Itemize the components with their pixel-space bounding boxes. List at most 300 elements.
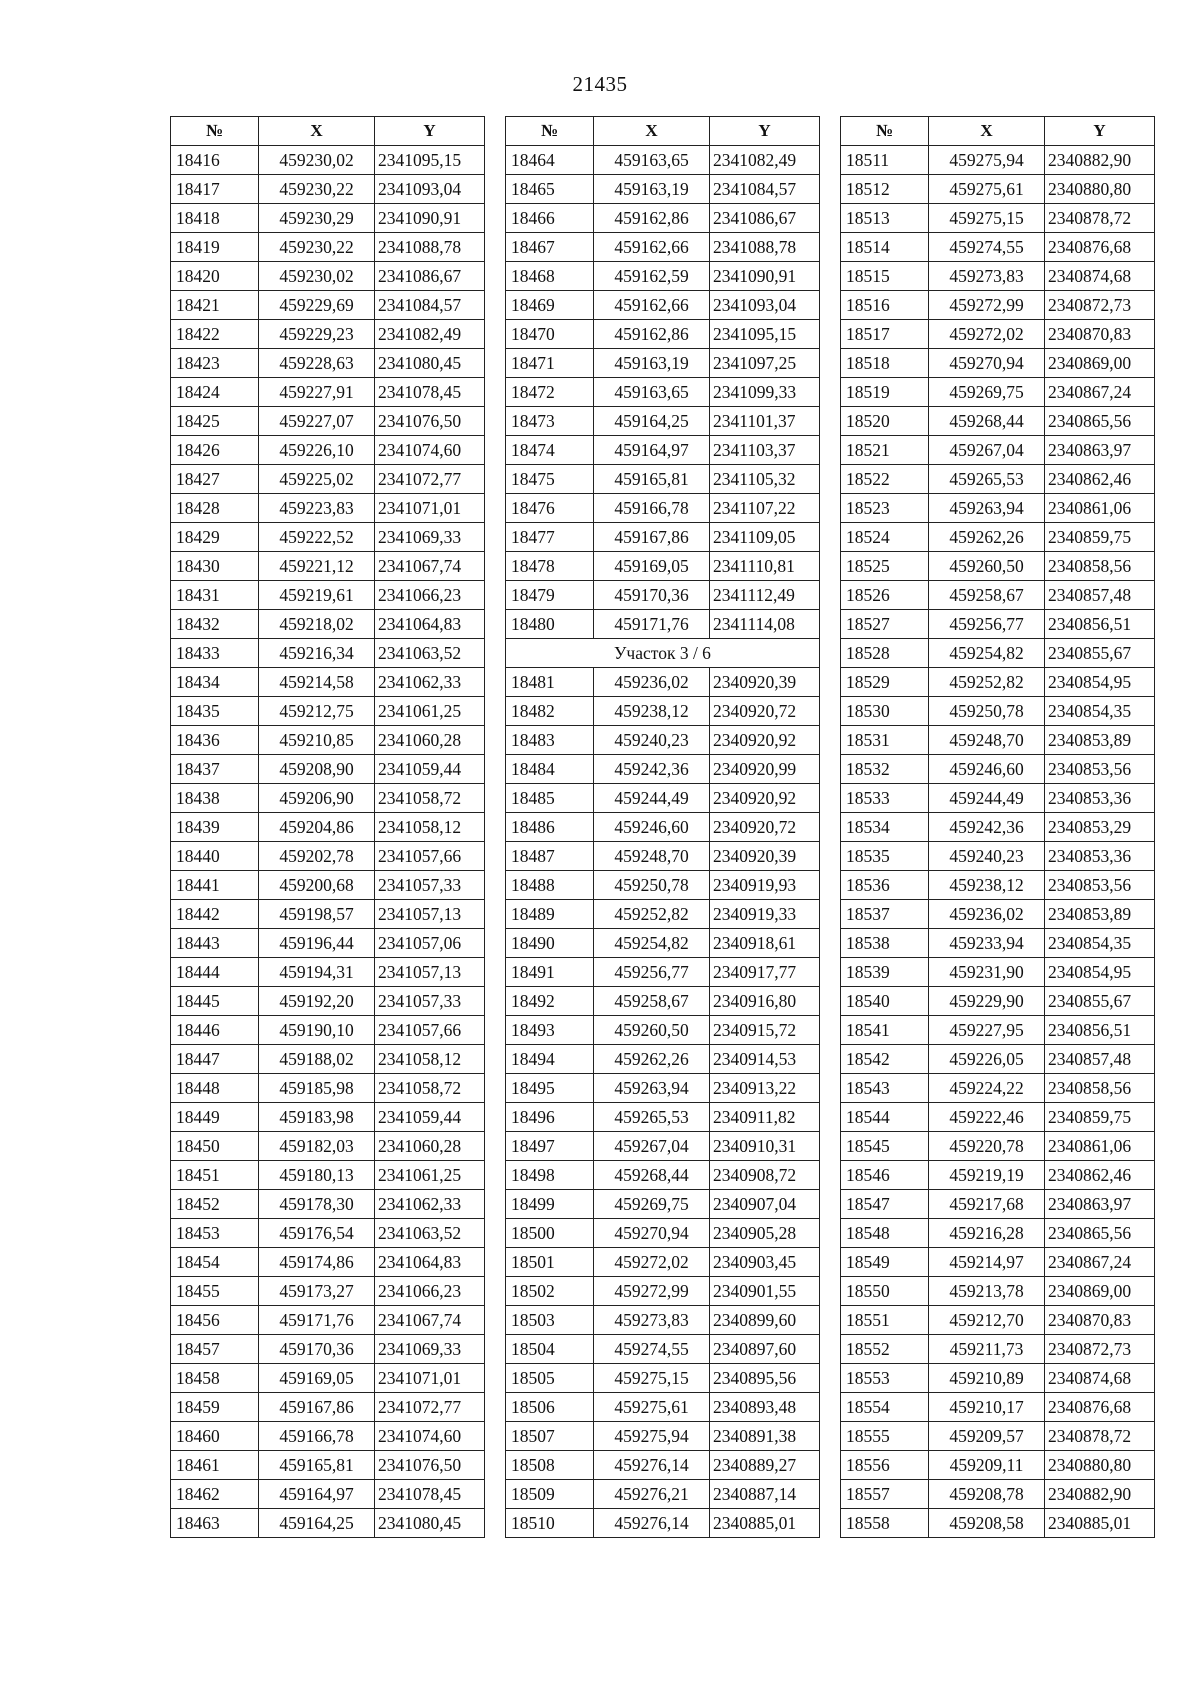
table-row <box>841 581 1155 610</box>
x-coordinate-cell: 459258,67 <box>594 987 710 1016</box>
table-row <box>506 552 820 581</box>
y-coordinate-cell: 2340903,45 <box>710 1248 820 1277</box>
table-row <box>506 1393 820 1422</box>
y-coordinate-cell: 2340887,14 <box>710 1480 820 1509</box>
x-coordinate-cell: 459229,69 <box>259 291 375 320</box>
x-coordinate-cell: 459206,90 <box>259 784 375 813</box>
y-coordinate-cell: 2340908,72 <box>710 1161 820 1190</box>
point-number-cell: 18457 <box>171 1335 259 1364</box>
table-row <box>841 1161 1155 1190</box>
table-row <box>171 1016 485 1045</box>
table-row <box>506 900 820 929</box>
x-coordinate-cell: 459223,83 <box>259 494 375 523</box>
x-coordinate-cell: 459188,02 <box>259 1045 375 1074</box>
point-number-cell: 18535 <box>841 842 929 871</box>
point-number-cell: 18553 <box>841 1364 929 1393</box>
table-row <box>506 871 820 900</box>
point-number-cell: 18532 <box>841 755 929 784</box>
y-coordinate-cell: 2341058,12 <box>375 813 485 842</box>
x-coordinate-cell: 459262,26 <box>594 1045 710 1074</box>
table-row <box>841 1016 1155 1045</box>
table-row <box>506 1248 820 1277</box>
x-coordinate-cell: 459246,60 <box>594 813 710 842</box>
table-row <box>841 378 1155 407</box>
table-row <box>506 1016 820 1045</box>
point-number-cell: 18424 <box>171 378 259 407</box>
y-coordinate-cell: 2340885,01 <box>710 1509 820 1538</box>
point-number-cell: 18445 <box>171 987 259 1016</box>
point-number-cell: 18544 <box>841 1103 929 1132</box>
x-coordinate-cell: 459267,04 <box>594 1132 710 1161</box>
x-coordinate-cell: 459163,65 <box>594 146 710 175</box>
x-coordinate-cell: 459260,50 <box>594 1016 710 1045</box>
x-coordinate-cell: 459170,36 <box>259 1335 375 1364</box>
y-coordinate-cell: 2340862,46 <box>1045 465 1155 494</box>
y-coordinate-cell: 2341078,45 <box>375 1480 485 1509</box>
table-row <box>506 494 820 523</box>
point-number-cell: 18418 <box>171 204 259 233</box>
x-coordinate-cell: 459208,58 <box>929 1509 1045 1538</box>
y-coordinate-cell: 2341057,66 <box>375 1016 485 1045</box>
x-coordinate-cell: 459270,94 <box>594 1219 710 1248</box>
y-coordinate-cell: 2340880,80 <box>1045 1451 1155 1480</box>
point-number-cell: 18513 <box>841 204 929 233</box>
point-number-cell: 18431 <box>171 581 259 610</box>
point-number-cell: 18512 <box>841 175 929 204</box>
point-number-cell: 18438 <box>171 784 259 813</box>
y-coordinate-cell: 2341074,60 <box>375 436 485 465</box>
point-number-cell: 18489 <box>506 900 594 929</box>
point-number-cell: 18462 <box>171 1480 259 1509</box>
y-coordinate-cell: 2341058,72 <box>375 1074 485 1103</box>
x-coordinate-cell: 459164,97 <box>594 436 710 465</box>
x-coordinate-cell: 459170,36 <box>594 581 710 610</box>
table-row <box>171 233 485 262</box>
y-coordinate-cell: 2341112,49 <box>710 581 820 610</box>
y-coordinate-cell: 2341088,78 <box>710 233 820 262</box>
point-number-cell: 18474 <box>506 436 594 465</box>
x-coordinate-cell: 459183,98 <box>259 1103 375 1132</box>
y-coordinate-cell: 2341067,74 <box>375 552 485 581</box>
point-number-cell: 18417 <box>171 175 259 204</box>
y-coordinate-cell: 2340858,56 <box>1045 1074 1155 1103</box>
y-coordinate-cell: 2341105,32 <box>710 465 820 494</box>
table-row <box>506 1103 820 1132</box>
table-row <box>171 697 485 726</box>
x-coordinate-cell: 459167,86 <box>594 523 710 552</box>
table-row <box>841 813 1155 842</box>
table-row <box>171 581 485 610</box>
x-coordinate-cell: 459208,78 <box>929 1480 1045 1509</box>
y-coordinate-cell: 2340859,75 <box>1045 1103 1155 1132</box>
y-coordinate-cell: 2341074,60 <box>375 1422 485 1451</box>
x-coordinate-cell: 459265,53 <box>594 1103 710 1132</box>
table-row <box>506 755 820 784</box>
x-coordinate-cell: 459250,78 <box>594 871 710 900</box>
y-coordinate-cell: 2340878,72 <box>1045 204 1155 233</box>
y-coordinate-cell: 2340897,60 <box>710 1335 820 1364</box>
x-coordinate-cell: 459269,75 <box>594 1190 710 1219</box>
y-coordinate-cell: 2340856,51 <box>1045 610 1155 639</box>
point-number-cell: 18421 <box>171 291 259 320</box>
x-coordinate-cell: 459272,99 <box>929 291 1045 320</box>
table-row <box>171 726 485 755</box>
point-number-cell: 18420 <box>171 262 259 291</box>
x-coordinate-cell: 459272,02 <box>594 1248 710 1277</box>
table-row <box>506 842 820 871</box>
x-coordinate-cell: 459209,11 <box>929 1451 1045 1480</box>
y-coordinate-cell: 2340918,61 <box>710 929 820 958</box>
x-coordinate-cell: 459272,99 <box>594 1277 710 1306</box>
point-number-cell: 18441 <box>171 871 259 900</box>
y-coordinate-cell: 2340853,89 <box>1045 726 1155 755</box>
table-row <box>171 1277 485 1306</box>
x-coordinate-cell: 459196,44 <box>259 929 375 958</box>
y-coordinate-cell: 2340863,97 <box>1045 436 1155 465</box>
point-number-cell: 18476 <box>506 494 594 523</box>
y-coordinate-cell: 2340920,72 <box>710 697 820 726</box>
point-number-cell: 18428 <box>171 494 259 523</box>
y-coordinate-cell: 2341086,67 <box>710 204 820 233</box>
point-number-cell: 18466 <box>506 204 594 233</box>
point-number-cell: 18506 <box>506 1393 594 1422</box>
point-number-cell: 18551 <box>841 1306 929 1335</box>
y-coordinate-cell: 2341078,45 <box>375 378 485 407</box>
y-coordinate-cell: 2340863,97 <box>1045 1190 1155 1219</box>
point-number-cell: 18504 <box>506 1335 594 1364</box>
point-number-cell: 18478 <box>506 552 594 581</box>
table-row <box>841 1219 1155 1248</box>
y-coordinate-cell: 2341057,66 <box>375 842 485 871</box>
x-coordinate-cell: 459162,86 <box>594 320 710 349</box>
point-number-cell: 18477 <box>506 523 594 552</box>
point-number-cell: 18517 <box>841 320 929 349</box>
x-coordinate-cell: 459178,30 <box>259 1190 375 1219</box>
x-coordinate-cell: 459230,22 <box>259 233 375 262</box>
y-coordinate-cell: 2340870,83 <box>1045 1306 1155 1335</box>
x-coordinate-cell: 459262,26 <box>929 523 1045 552</box>
table-row <box>506 1335 820 1364</box>
point-number-cell: 18461 <box>171 1451 259 1480</box>
y-coordinate-cell: 2341082,49 <box>710 146 820 175</box>
point-number-cell: 18425 <box>171 407 259 436</box>
point-number-cell: 18524 <box>841 523 929 552</box>
table-row <box>171 1364 485 1393</box>
y-coordinate-cell: 2340891,38 <box>710 1422 820 1451</box>
x-coordinate-cell: 459166,78 <box>594 494 710 523</box>
x-coordinate-cell: 459227,07 <box>259 407 375 436</box>
table-row <box>171 523 485 552</box>
x-coordinate-cell: 459162,66 <box>594 291 710 320</box>
point-number-cell: 18432 <box>171 610 259 639</box>
x-coordinate-cell: 459233,94 <box>929 929 1045 958</box>
point-number-cell: 18486 <box>506 813 594 842</box>
point-number-cell: 18453 <box>171 1219 259 1248</box>
x-coordinate-cell: 459260,50 <box>929 552 1045 581</box>
y-coordinate-cell: 2341057,13 <box>375 900 485 929</box>
header-x: X <box>929 117 1045 146</box>
point-number-cell: 18552 <box>841 1335 929 1364</box>
x-coordinate-cell: 459169,05 <box>259 1364 375 1393</box>
header-x: X <box>259 117 375 146</box>
y-coordinate-cell: 2341095,15 <box>375 146 485 175</box>
y-coordinate-cell: 2340854,35 <box>1045 697 1155 726</box>
table-row <box>841 146 1155 175</box>
point-number-cell: 18446 <box>171 1016 259 1045</box>
y-coordinate-cell: 2341080,45 <box>375 349 485 378</box>
point-number-cell: 18447 <box>171 1045 259 1074</box>
y-coordinate-cell: 2340861,06 <box>1045 1132 1155 1161</box>
table-row <box>841 1103 1155 1132</box>
y-coordinate-cell: 2341097,25 <box>710 349 820 378</box>
point-number-cell: 18440 <box>171 842 259 871</box>
point-number-cell: 18522 <box>841 465 929 494</box>
x-coordinate-cell: 459230,22 <box>259 175 375 204</box>
table-row <box>506 1219 820 1248</box>
x-coordinate-cell: 459267,04 <box>929 436 1045 465</box>
point-number-cell: 18487 <box>506 842 594 871</box>
y-coordinate-cell: 2340876,68 <box>1045 1393 1155 1422</box>
y-coordinate-cell: 2340882,90 <box>1045 1480 1155 1509</box>
point-number-cell: 18463 <box>171 1509 259 1538</box>
point-number-cell: 18494 <box>506 1045 594 1074</box>
y-coordinate-cell: 2340853,56 <box>1045 755 1155 784</box>
table-row <box>506 1451 820 1480</box>
point-number-cell: 18443 <box>171 929 259 958</box>
y-coordinate-cell: 2341114,08 <box>710 610 820 639</box>
table-row <box>841 726 1155 755</box>
y-coordinate-cell: 2340869,00 <box>1045 1277 1155 1306</box>
x-coordinate-cell: 459265,53 <box>929 465 1045 494</box>
point-number-cell: 18483 <box>506 726 594 755</box>
coordinate-table-3 <box>840 116 1155 1538</box>
table-row <box>841 407 1155 436</box>
table-row <box>171 146 485 175</box>
table-row <box>841 204 1155 233</box>
x-coordinate-cell: 459246,60 <box>929 755 1045 784</box>
table-row <box>841 349 1155 378</box>
table-row <box>171 1509 485 1538</box>
header-number: № <box>171 117 259 146</box>
table-row <box>841 610 1155 639</box>
x-coordinate-cell: 459212,70 <box>929 1306 1045 1335</box>
x-coordinate-cell: 459227,91 <box>259 378 375 407</box>
table-row <box>171 900 485 929</box>
coordinate-table-1 <box>170 116 485 1538</box>
point-number-cell: 18473 <box>506 407 594 436</box>
point-number-cell: 18547 <box>841 1190 929 1219</box>
table-row <box>171 262 485 291</box>
y-coordinate-cell: 2340858,56 <box>1045 552 1155 581</box>
x-coordinate-cell: 459164,25 <box>594 407 710 436</box>
x-coordinate-cell: 459221,12 <box>259 552 375 581</box>
y-coordinate-cell: 2341086,67 <box>375 262 485 291</box>
y-coordinate-cell: 2341071,01 <box>375 494 485 523</box>
point-number-cell: 18555 <box>841 1422 929 1451</box>
table-row <box>506 523 820 552</box>
y-coordinate-cell: 2340911,82 <box>710 1103 820 1132</box>
point-number-cell: 18458 <box>171 1364 259 1393</box>
x-coordinate-cell: 459242,36 <box>929 813 1045 842</box>
table-row <box>841 1422 1155 1451</box>
table-body <box>171 146 485 1538</box>
x-coordinate-cell: 459194,31 <box>259 958 375 987</box>
point-number-cell: 18519 <box>841 378 929 407</box>
x-coordinate-cell: 459230,29 <box>259 204 375 233</box>
point-number-cell: 18558 <box>841 1509 929 1538</box>
table-row <box>506 407 820 436</box>
y-coordinate-cell: 2340862,46 <box>1045 1161 1155 1190</box>
x-coordinate-cell: 459222,46 <box>929 1103 1045 1132</box>
point-number-cell: 18554 <box>841 1393 929 1422</box>
x-coordinate-cell: 459222,52 <box>259 523 375 552</box>
y-coordinate-cell: 2341058,12 <box>375 1045 485 1074</box>
table-row <box>841 1509 1155 1538</box>
point-number-cell: 18503 <box>506 1306 594 1335</box>
point-number-cell: 18430 <box>171 552 259 581</box>
point-number-cell: 18509 <box>506 1480 594 1509</box>
point-number-cell: 18541 <box>841 1016 929 1045</box>
x-coordinate-cell: 459216,34 <box>259 639 375 668</box>
table-row <box>171 1045 485 1074</box>
x-coordinate-cell: 459210,89 <box>929 1364 1045 1393</box>
x-coordinate-cell: 459230,02 <box>259 262 375 291</box>
point-number-cell: 18484 <box>506 755 594 784</box>
point-number-cell: 18426 <box>171 436 259 465</box>
table-body <box>506 146 820 1538</box>
table-row <box>506 233 820 262</box>
y-coordinate-cell: 2340920,99 <box>710 755 820 784</box>
table-row <box>506 1509 820 1538</box>
table-row <box>171 291 485 320</box>
y-coordinate-cell: 2341061,25 <box>375 1161 485 1190</box>
table-row <box>841 697 1155 726</box>
y-coordinate-cell: 2340910,31 <box>710 1132 820 1161</box>
table-row <box>171 1132 485 1161</box>
point-number-cell: 18450 <box>171 1132 259 1161</box>
y-coordinate-cell: 2341069,33 <box>375 1335 485 1364</box>
point-number-cell: 18444 <box>171 958 259 987</box>
point-number-cell: 18472 <box>506 378 594 407</box>
table-row <box>841 900 1155 929</box>
point-number-cell: 18416 <box>171 146 259 175</box>
x-coordinate-cell: 459230,02 <box>259 146 375 175</box>
x-coordinate-cell: 459202,78 <box>259 842 375 871</box>
point-number-cell: 18492 <box>506 987 594 1016</box>
table-row <box>841 1451 1155 1480</box>
y-coordinate-cell: 2340869,00 <box>1045 349 1155 378</box>
point-number-cell: 18528 <box>841 639 929 668</box>
y-coordinate-cell: 2340920,39 <box>710 668 820 697</box>
table-row <box>171 668 485 697</box>
point-number-cell: 18530 <box>841 697 929 726</box>
x-coordinate-cell: 459216,28 <box>929 1219 1045 1248</box>
point-number-cell: 18542 <box>841 1045 929 1074</box>
point-number-cell: 18470 <box>506 320 594 349</box>
table-row <box>506 1132 820 1161</box>
y-coordinate-cell: 2341057,33 <box>375 987 485 1016</box>
y-coordinate-cell: 2341061,25 <box>375 697 485 726</box>
point-number-cell: 18499 <box>506 1190 594 1219</box>
x-coordinate-cell: 459273,83 <box>594 1306 710 1335</box>
x-coordinate-cell: 459254,82 <box>929 639 1045 668</box>
x-coordinate-cell: 459182,03 <box>259 1132 375 1161</box>
y-coordinate-cell: 2340867,24 <box>1045 378 1155 407</box>
point-number-cell: 18496 <box>506 1103 594 1132</box>
y-coordinate-cell: 2340853,89 <box>1045 900 1155 929</box>
y-coordinate-cell: 2341090,91 <box>710 262 820 291</box>
point-number-cell: 18452 <box>171 1190 259 1219</box>
table-row <box>506 1045 820 1074</box>
x-coordinate-cell: 459176,54 <box>259 1219 375 1248</box>
x-coordinate-cell: 459173,27 <box>259 1277 375 1306</box>
x-coordinate-cell: 459167,86 <box>259 1393 375 1422</box>
point-number-cell: 18460 <box>171 1422 259 1451</box>
table-row <box>841 958 1155 987</box>
x-coordinate-cell: 459213,78 <box>929 1277 1045 1306</box>
y-coordinate-cell: 2341090,91 <box>375 204 485 233</box>
point-number-cell: 18485 <box>506 784 594 813</box>
y-coordinate-cell: 2341084,57 <box>710 175 820 204</box>
y-coordinate-cell: 2340853,36 <box>1045 784 1155 813</box>
point-number-cell: 18518 <box>841 349 929 378</box>
table-row <box>171 813 485 842</box>
table-row <box>841 842 1155 871</box>
point-number-cell: 18427 <box>171 465 259 494</box>
y-coordinate-cell: 2341063,52 <box>375 1219 485 1248</box>
table-row <box>841 436 1155 465</box>
point-number-cell: 18469 <box>506 291 594 320</box>
table-row <box>841 1045 1155 1074</box>
coordinate-table-2 <box>505 116 820 1538</box>
point-number-cell: 18451 <box>171 1161 259 1190</box>
point-number-cell: 18495 <box>506 1074 594 1103</box>
x-coordinate-cell: 459185,98 <box>259 1074 375 1103</box>
point-number-cell: 18497 <box>506 1132 594 1161</box>
point-number-cell: 18464 <box>506 146 594 175</box>
y-coordinate-cell: 2340855,67 <box>1045 987 1155 1016</box>
y-coordinate-cell: 2340854,35 <box>1045 929 1155 958</box>
table-row <box>841 175 1155 204</box>
point-number-cell: 18538 <box>841 929 929 958</box>
y-coordinate-cell: 2341088,78 <box>375 233 485 262</box>
page-number: 21435 <box>572 72 628 96</box>
table-row <box>841 668 1155 697</box>
x-coordinate-cell: 459212,75 <box>259 697 375 726</box>
table-row <box>506 1422 820 1451</box>
table-row <box>171 987 485 1016</box>
point-number-cell: 18482 <box>506 697 594 726</box>
table-row <box>506 1277 820 1306</box>
point-number-cell: 18516 <box>841 291 929 320</box>
y-coordinate-cell: 2340856,51 <box>1045 1016 1155 1045</box>
x-coordinate-cell: 459275,61 <box>594 1393 710 1422</box>
point-number-cell: 18540 <box>841 987 929 1016</box>
x-coordinate-cell: 459250,78 <box>929 697 1045 726</box>
x-coordinate-cell: 459242,36 <box>594 755 710 784</box>
x-coordinate-cell: 459204,86 <box>259 813 375 842</box>
y-coordinate-cell: 2341109,05 <box>710 523 820 552</box>
point-number-cell: 18439 <box>171 813 259 842</box>
table-row <box>171 175 485 204</box>
table-row <box>506 581 820 610</box>
point-number-cell: 18546 <box>841 1161 929 1190</box>
x-coordinate-cell: 459226,05 <box>929 1045 1045 1074</box>
y-coordinate-cell: 2341060,28 <box>375 726 485 755</box>
table-row <box>171 755 485 784</box>
table-row <box>841 1393 1155 1422</box>
table-row <box>171 1219 485 1248</box>
